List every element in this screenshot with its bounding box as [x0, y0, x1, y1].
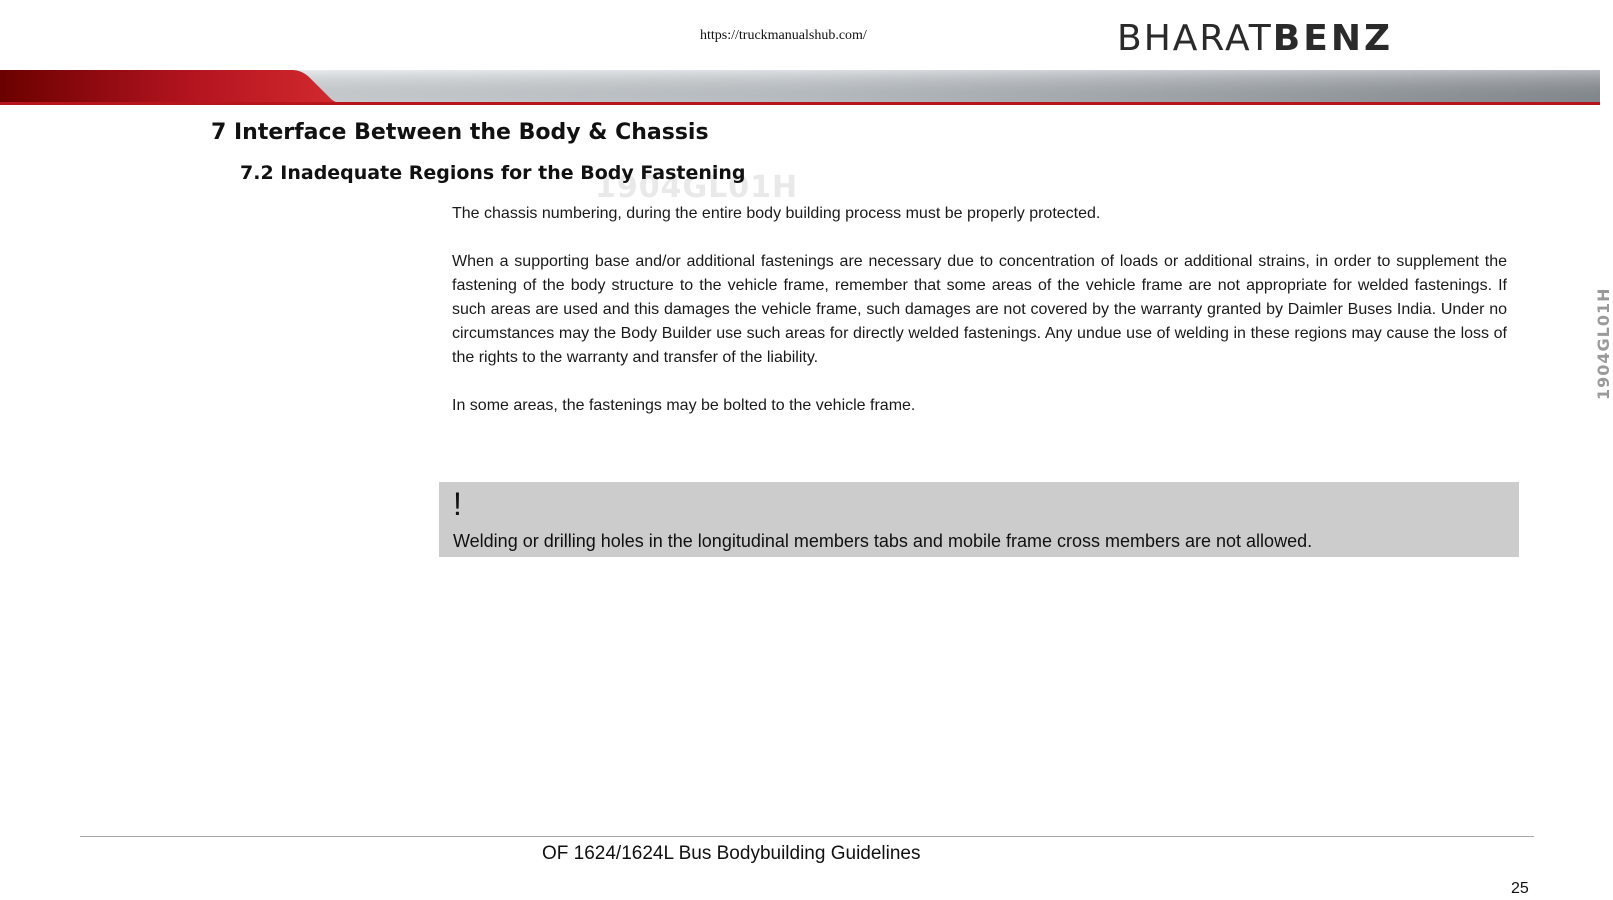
logo-text-bold: BENZ: [1272, 18, 1394, 59]
subsection-title: 7.2 Inadequate Regions for the Body Fastening: [240, 162, 746, 184]
brand-logo: [1117, 18, 1545, 59]
warning-notice: [439, 482, 1519, 557]
paragraph-welded-fastenings: When a supporting base and/or additional fastenings are necessary due to concentration of loads or additional strains, in order to supplement the fastening of the body structure to the vehicle frame, remember that some areas of the vehicle frame are not appropriate for welded fastenings. If such areas are used and this damages the vehicle frame, such damages are not covered by the warranty granted by Daimler Buses India. Under no circumstances may the Body Builder use such areas for directly welded fastenings. Any undue use of welding in these regions may cause the loss of the rights to the warranty and transfer of the liability.: [452, 253, 1507, 366]
watermark-code: 1904GL01H: [595, 170, 799, 205]
watermark-side-code: 1904GL01H: [1594, 287, 1613, 400]
banner-red-underline: [0, 102, 1600, 105]
section-title: 7 Interface Between the Body & Chassis: [211, 120, 709, 145]
banner-red-swoosh: [0, 70, 346, 104]
source-url: https://truckmanualshub.com/: [700, 28, 867, 43]
header-banner: [0, 70, 1600, 108]
page-number: 25: [1511, 880, 1529, 897]
footer-title: OF 1624/1624L Bus Bodybuilding Guidelines: [542, 843, 921, 864]
paragraph-bolted-fastenings: In some areas, the fastenings may be bolted to the vehicle frame.: [452, 397, 916, 414]
exclamation-icon: !: [453, 486, 462, 522]
footer-divider: [80, 836, 1534, 837]
paragraph-chassis-numbering: The chassis numbering, during the entire body building process must be properly protected.: [452, 205, 1101, 222]
warning-text: Welding or drilling holes in the longitudinal members tabs and mobile frame cross members are not allowed.: [453, 531, 1313, 551]
logo-text-light: BHARAT: [1117, 18, 1273, 59]
